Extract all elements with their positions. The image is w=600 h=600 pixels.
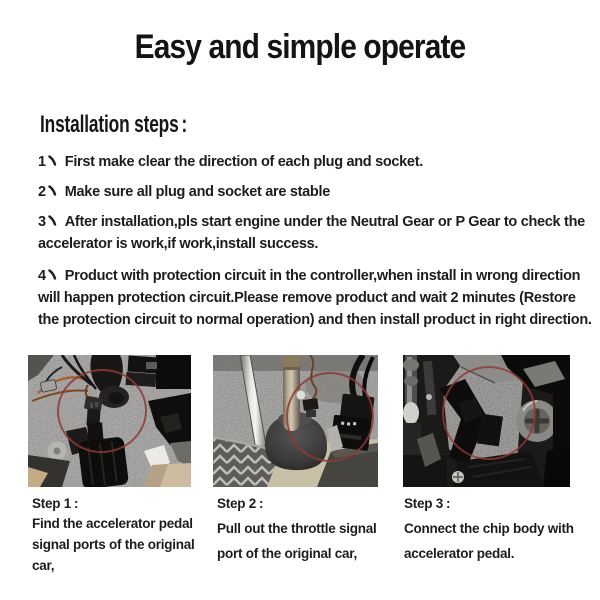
step-label-text: Step 2 [217, 496, 257, 511]
section-heading-colon: : [181, 111, 188, 138]
step3-chip-connect-photo [403, 355, 570, 487]
step-text: Product with protection circuit in the controller,when install in wrong direction will happen protection circuit.Please remove product and wait 2 minutes (Restore the protection circuit to normal operation) and then install product in right direction. [38, 268, 592, 328]
step1-caption [28, 494, 218, 576]
step2-throttle-port-photo [213, 355, 378, 487]
page-title: Easy and simple operate [134, 28, 466, 66]
step-label-text: Step 1 [32, 496, 72, 511]
step3-caption-text: Connect the chip body with accelerator pedal. [404, 521, 574, 561]
ideographic-comma-icon [48, 269, 57, 280]
right-lower-dark [543, 445, 570, 487]
section-heading-text: Installation steps [40, 111, 179, 138]
ideographic-comma-icon [48, 185, 57, 196]
installation-step-2 [38, 181, 594, 203]
step3-caption [403, 494, 590, 566]
step-number: 3 [38, 214, 46, 230]
screw-head [296, 390, 306, 400]
floor-grommet-center [54, 448, 61, 455]
step3-photo-illustration [403, 355, 570, 487]
step2-caption-label [217, 494, 403, 513]
step-label-colon: : [259, 496, 264, 511]
step-text: Make sure all plug and socket are stable [64, 184, 330, 200]
step1-photo-illustration [28, 355, 191, 487]
pedal-mount-screw [516, 400, 558, 442]
installation-step-4 [38, 265, 594, 331]
installation-step-3 [38, 211, 594, 255]
step-text: After installation,pls start engine under the Neutral Gear or P Gear to check the accelerator is work,if work,install success. [38, 214, 585, 252]
step2-photo-illustration [213, 355, 378, 487]
step2-caption [213, 494, 403, 566]
step-label-colon: : [446, 496, 451, 511]
step-number: 2 [38, 184, 46, 200]
step2-caption-text: Pull out the throttle signal port of the original car, [217, 521, 377, 561]
step3-figure [403, 355, 574, 566]
step1-accelerator-pedal-photo [28, 355, 191, 487]
step2-figure [213, 355, 378, 566]
ideographic-comma-icon [48, 215, 57, 226]
section-heading [40, 111, 187, 139]
step-text: First make clear the direction of each plug and socket. [64, 154, 423, 170]
step3-caption-label [404, 494, 590, 513]
ideographic-comma-icon [48, 155, 57, 166]
step1-figure [28, 355, 195, 576]
step-number: 4 [38, 268, 46, 284]
step-label-colon: : [74, 496, 79, 511]
step-number: 1 [38, 154, 46, 170]
installation-step-1 [38, 151, 594, 173]
installation-steps-list [38, 151, 594, 339]
step1-caption-text: Find the accelerator pedal signal ports of the original car, [32, 516, 195, 573]
step-label-text: Step 3 [404, 496, 444, 511]
step1-caption-label [32, 494, 218, 513]
